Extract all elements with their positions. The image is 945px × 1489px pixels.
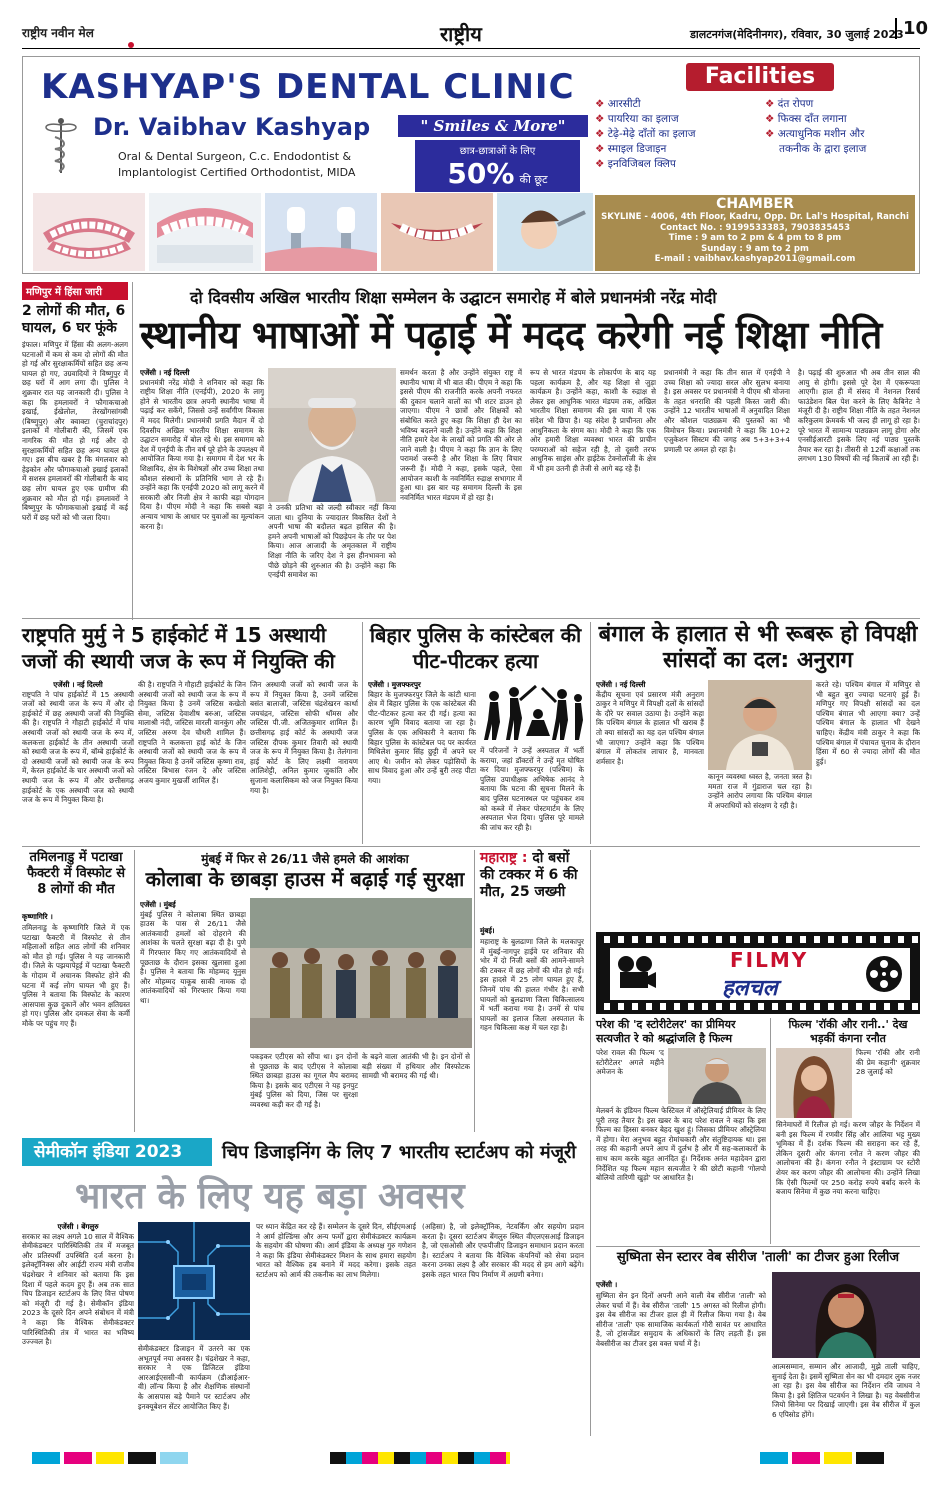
chamber-box [595,195,915,271]
anurag-thakur-photo [708,680,812,770]
semicon-dateline: एजेंसी । बेंगलुरु [57,1222,99,1231]
facility-item: ❖ इनविजिबल क्लिप [595,157,676,171]
column-rule [362,622,363,844]
ad-credentials-line-2: Implantologist Certified Orthodontist, MIDA [118,166,356,179]
ad-tagline: " Smiles & More" [398,115,588,137]
bihar-dateline: एजेंसी । मुजफ्फरपुर [368,680,421,689]
mumbai-kicker: मुंबई में फिर से 26/11 जैसे हमले की आशंका [201,852,409,866]
bengal-col-1-text: केंद्रीय सूचना एवं प्रसारण मंत्री अनुराग ठाकुर ने मणिपुर में विपक्षी दलों के सांसदों के दौरे पर सवाल उठाया है। उन्होंने कहा कि पश्चिम बंगाल के हालात भी खराब हैं तो क्या सांसदों का यह दल पश्चिम बंगाल भी जाएगा? उन्होंने कहा कि पश्चिम बंगाल में लोकतंत्र लाचार है, मानवता शर्मसार है। [596,689,704,766]
facility-item: ❖ अत्याधुनिक मशीन और [765,127,864,141]
facilities-list [595,97,915,187]
filmy-title: FILMY [730,948,809,972]
sushmita-col-2-text: आत्मसम्मान, सम्मान और आजादी, मुझे ताली चाहिए, सुनाई देता है। इसमें सुष्मिता सेन का भी दमदार लुक नजर आ रहा है। इस वेब सीरीज का निर्देशन रवि जाधव ने किया है। इसे क्षितिज पटवर्धन ने लिखा है। यह वेबसीरीज जियो सिनेमा पर दिखाई जाएगी। इस वेब सीरीज में कुल 6 एपिसोड होंगे। [772,1362,920,1419]
section-rule [596,1246,920,1247]
teeth-model-photo [149,193,261,271]
maharashtra-heading [480,850,584,901]
bengal-col-1 [596,680,704,842]
maharashtra-story [480,918,584,1137]
caduceus-icon [37,115,85,175]
filmy-halchal-banner [596,932,920,1014]
dentures-photo [33,193,145,271]
president-headline: राष्ट्रपति मुर्मु ने 5 हाईकोर्ट में 15 अस्थायी जजों की स्थायी जज के रूप में नियुक्ति की [22,623,335,673]
bengal-headline: बंगाल के हालात से भी रूबरू हो विपक्षी सांसदों का दल: अनुराग [598,622,918,673]
sushmita-dateline: एजेंसी । [596,1280,618,1289]
semicon-col-1 [22,1222,134,1442]
maharashtra-dateline: मुंबई। [480,926,495,935]
facility-item: ❖ आरसीटी [595,97,641,111]
chamber-contact: Contact No. : 9199533383, 7903835453 [660,222,850,233]
sushmita-headline: सुष्मिता सेन स्टारर वेब सीरीज 'ताली' का टीजर हुआ रिलीज [616,1250,900,1265]
mumbai-col-1-text: मुंबई पुलिस ने कोलाबा स्थित छाबड़ा हाउस के पास से 26/11 जैसे आतंकवादी हमलों को दोहराने की आशंका के चलते सुरक्षा बढ़ा दी है। पुणे में गिरफ्तार किए गए आतंकवादियों से पूछताछ के दौरान इसका खुलासा हुआ है। पुलिस ने बताया कि मोहम्मद यूनुस और मोहम्मद याकूब साकी नामक दो आतंकवादियों को गिरफ्तार किया गया था। [140,909,246,1005]
film2-body: सिनेमाघरों में रिलीज हो गई। करण जौहर के निर्देशन में बनी इस फिल्म में रणवीर सिंह और आलिया भट्ट मुख्य भूमिका में हैं। दर्शक फिल्म की सराहना कर रहे हैं, लेकिन दूसरी ओर कंगना रनौत ने करण जौहर की आलोचना की है। कंगना रनौत ने इंस्टाग्राम पर स्टोरी शेयर कर करण जौहर की आलोचना की। उन्होंने लिखा कि ऐसी फिल्मों पर 250 करोड़ रुपये बर्बाद करने के बजाय सिनेमा में कुछ नया करना चाहिए। [776,1120,920,1197]
bihar-headline: बिहार पुलिस के कांस्टेबल की पीट-पीटकर हत्या [369,623,582,673]
facility-item: ❖ फिक्स दाँत लगाना [765,112,847,126]
ad-title: KASHYAP'S DENTAL CLINIC [41,67,575,107]
lead-col-2-text: ने उनकी प्रतिभा को जल्दी स्वीकार नहीं किया जाता था। दुनिया के ज्यादातर विकसित देशों ने अपनी भाषा की बदौलत बढ़त हासिल की है। हमने अपनी भाषाओं को पिछड़ेपन के तौर पर पेश किया। आज आजादी के अमृतकाल में राष्ट्रीय शिक्षा नीति के जरिए देश ने इस हीनभावना को पीछे छोड़ने की शुरुआत की है। उन्होंने कहा कि एनईपी समावेश का [268,503,396,580]
modi-photo [268,368,396,502]
column-rule [590,1140,591,1436]
dental-clinic-ad [22,56,920,274]
tamilnadu-story [22,904,130,1145]
semicon-tag: सेमीकॉन इंडिया 2023 [22,1138,212,1166]
lead-kicker: दो दिवसीय अखिल भारतीय शिक्षा सम्मेलन के उद्घाटन समारोह में बोले प्रधानमंत्री नरेंद्र मोदी [190,288,717,307]
lead-col-3-text: समर्थन करता है और उन्होंने संयुक्त राष्ट्र में स्थानीय भाषा में भी बात की। पीएम ने कहा कि इससे पीएम की राजनीति करके अपनी नफरत की दुकान चलाने वालों का भी शटर डाउन हो जाएगा। पीएम ने छात्रों और शिक्षकों को संबोधित करते हुए कहा कि शिक्षा ही देश का भविष्य बदलने वाली है। उन्होंने कहा कि शिक्षा नीति हमारे देश के लाखों को प्रगति की ओर ले जाने वाली है। पीएम ने कहा कि ज्ञान के लिए परामर्श जरूरी है और शिक्षा के लिए विचार जरूरी हैं। मोदी ने कहा, इसके पहले, ऐसा आयोजन काशी के नवनिर्मित रुद्राक्ष सभागार में हुआ था। इस बार यह समागम दिल्ली के इस नवनिर्मित भारत मंडपम में हो रहा है। [400,368,522,502]
lead-dateline: एजेंसी । नई दिल्ली [140,368,190,377]
film2-headline: फिल्म 'रॉकी और रानी..' देख भड़कीं कंगना रनौत [788,1018,908,1045]
film-reel-icon [862,952,906,996]
paresh-rawal-photo [668,1048,766,1104]
doctor-name: Dr. Vaibhav Kashyap [93,113,371,141]
maharashtra-body: महाराष्ट्र के बुलढाणा जिले के मलकापुर में मुंबई-नागपुर हाईवे पर शनिवार की भोर में दो निजी बसों की आमने-सामने की टक्कर में छह लोगों की मौत हो गई। इस हादसे में 25 लोग घायल हुए हैं, जिनमें पांच की हालत गंभीर है। सभी घायलों को बुलढाणा जिला चिकित्सालय में भर्ती कराया गया है। उनमें से पांच घायलों का इलाज जिला अस्पताल के गहन चिकित्सा कक्ष में चल रहा है। [480,937,584,1033]
facility-item: ❖ टेढ़े-मेढ़े दाँतों का इलाज [595,127,696,141]
president-col-1 [22,680,134,842]
mumbai-headline: कोलाबा के छाबड़ा हाउस में बढ़ाई गई सुरक्षा [145,867,465,891]
manipur-body: इंफाल। मणिपुर में हिंसा की अलग-अलग घटनाओं में कम से कम दो लोगों की मौत हो गई और सुरक्षाकर्मियों सहित छह अन्य घायल हो गए, उग्रवादियों ने विष्णुपुर में छह घरों में आग लगा दी। पुलिस ने शुक्रवार रात यह जानकारी दी। पुलिस ने कहा कि हमलावरों ने फौगाकचाओ इखाई, ईखेलोल, तेरखोंगसांगबी (बिष्णुपुर) और क्वाक्टा (चुराचांदपुर) इलाकों में गोलीबारी की, जिसमें एक नागरिक की मौत हो गई और दो सुरक्षाकर्मियों सहित छह अन्य घायल हो गए। इस बीच खबर है कि मंगलवार को हेइकोन और फौगाकचाओ इखाई इलाकों में सशस्त्र हमलावरों की गोलीबारी के बाद छह लोग घायल हुए एक ग्रामीण की शुक्रवार को मौत हो गई। हमलावरों ने बिष्णुपुर के फौगाकचाओ इखाई में कई घरों में छह घरों को भी जला दिया। [22,340,128,522]
filmy-panel [610,948,910,1000]
bihar-col-1-text: बिहार के मुजफ्फरपुर जिले के कांटी थाना क्षेत्र में बिहार पुलिस के एक कांस्टेबल की पीट-पीटकर हत्या कर दी गई। हत्या का कारण भूमि विवाद बताया जा रहा है। पुलिस के एक अधिकारी ने बताया कि बिहार पुलिस के कांस्टेबल पद पर कार्यरत मिथिलेश कुमार सिंह छुट्टी में अपने घर आए थे। जमीन को लेकर पड़ोसियों के साथ विवाद हुआ और उन्हें बुरी तरह पीटा गया। [368,689,476,785]
lead-col-1-text: प्रधानमंत्री नरेंद्र मोदी ने शनिवार को कहा कि राष्ट्रीय शिक्षा नीति (एनईपी), 2020 के लागू होने से भारतीय छात्र अपनी स्थानीय भाषा में पढ़ाई कर सकेंगे, जिससे उन्हें सर्वांगीण विकास में मदद मिलेगी। प्रधानमंत्री प्रगति मैदान में दो दिवसीय अखिल भारतीय शिक्षा समागम के उद्घाटन समारोह में बोल रहे थे। इस समागम को देश में एनईपी के तीन वर्ष पूरे होने के उपलक्ष्य में आयोजित किया गया है। समागम में देश भर के शिक्षाविद, क्षेत्र के विशेषज्ञों और उच्च शिक्षा तथा कौशल संस्थानों के प्रतिनिधि भाग ले रहे हैं। उन्होंने कहा कि एनईपी 2020 को लागू करने में सरकारी और निजी क्षेत्र ने काफी बड़ा योगदान दिया है। पीएम मोदी ने कहा कि सबसे बड़ा अन्याय भाषा के आधार पर युवाओं का मूल्यांकन करना है। [140,377,264,531]
color-swatch-row [330,1452,510,1464]
chamber-email: E-mail : vaibhav.kashyap2011@gmail.com [654,254,856,264]
offer-suffix: की छूट [519,173,548,186]
lead-col-5-text: प्रधानमंत्री ने कहा कि तीन साल में एनईपी ने उच्च शिक्षा को ज्यादा सरल और सुलभ बनाया है। इस अवसर पर प्रधानमंत्री ने पीएम श्री योजना के तहत धनराशि की पहली किस्त जारी की। उन्होंने 12 भारतीय भाषाओं में अनुवादित शिक्षा और कौशल पाठ्यक्रम की पुस्तकों का भी विमोचन किया। प्रधानमंत्री ने कहा कि 10+2 एजुकेशन सिस्टम की जगह अब 5+3+3+4 प्रणाली पर अमल हो रहा है। [664,368,790,454]
facility-item: ❖ स्माइल डिजाइन [595,142,666,156]
bengal-dateline: एजेंसी । नई दिल्ली [596,680,646,689]
offer-label: छात्र-छात्राओं के लिए [459,146,536,157]
mumbai-col-2-text: पकड़कर एटीएस को सौंपा था। इन दोनों से पूछताछ के बाद एटीएस ने कोलाबा स्थित छाबड़ा हाउस का गूगल मैप बरामद किया है। इसके बाद एटीएस ने यह इनपुट मुंबई पुलिस को दिया, जिस पर सुरक्षा व्यवस्था कड़ी कर दी गई है। [250,1052,358,1109]
president-col-3-text: जिन अस्थायी जजों को स्थायी जज के रूप में नियुक्त किया है, उनमें जस्टिस बसंत बालाजी, जस्टिस चंद्रशेखरन कार्था जयचंद्रन, जस्टिस सोफी थॉमस और जस्टिस पी.जी. अजितकुमार शामिल हैं। छत्तीसगढ़ हाई कोर्ट के अस्थायी जज जस्टिस दीपक कुमार तिवारी को स्थायी जज के रूप में नियुक्त किया है। तेलंगाना हाई कोर्ट के लिए लक्ष्मी नारायण आलिशेट्टी, अनिल कुमार जुकांति और सुजाना कलासिकम को जज नियुक्त किया गया है। [250,680,358,795]
facilities-title: Facilities [686,63,834,91]
manipur-story [22,282,128,620]
lead-col-4-text: रूप से भारत मंडपम के लोकार्पण के बाद यह पहला कार्यक्रम है, और यह शिक्षा से जुड़ा कार्यक्रम है। उन्होंने कहा, काशी के रुद्राक्ष से लेकर इस आधुनिक भारत मंडपम तक, अखिल भारतीय शिक्षा समागम की इस यात्रा में एक संदेश भी छिपा है। यह संदेश है प्राचीनता और आधुनिकता के संगम का। मोदी ने कहा कि एक ओर हमारी शिक्षा व्यवस्था भारत की प्राचीन परम्पराओं को सहेज रही है, तो दूसरी तरफ आधुनिक साइंस और हाईटेक टेक्नोलॉजी के क्षेत्र में भी हम उतनी ही तेजी से आगे बढ़ रहे हैं। [530,368,656,473]
semicon-col-5-text: (अहिसा) है, जो इलेक्ट्रॉनिक, नेटवर्किंग और सहयोग प्रदान करता है। दूसरा स्टार्टअप बेंगलुरु स्थित वीएलएसआई डिजाइन है, जो एसओसी और एफपीजीए डिजाइन समाधान प्रदान करता है। स्टार्टअप ने बताया कि वैश्विक कंपनियों को सेवा प्रदान करना उनका लक्ष्य है और सरकार की मदद से हम आगे बढ़ेंगे। इसके तहत भारत चिप निर्माण में अग्रणी बनेगा। [422,1222,584,1279]
color-swatch [160,1452,188,1464]
chamber-title: CHAMBER [716,196,794,212]
maharashtra-headline: दो बसों की टक्कर में 6 की मौत, 25 जख्मी [480,850,578,900]
color-swatch [760,1452,788,1464]
ad-credentials-line-1: Oral & Dental Surgeon, C.c. Endodontist & [118,150,352,163]
semicon-col-3-text: सेमीकंडक्टर डिजाइन में उतरने का एक अभूतपूर्व नया अवसर है। चंद्रशेखर ने कहा, सरकार ने एक डिजिटल इंडिया आरआईएससी-वी कार्यक्रम (डीआईआर-वी) लॉन्च किया है और शैक्षणिक संस्थानों के आसपास बड़े पैमाने पर स्टार्टअप और इनक्यूबेशन सेंटर आयोजित किए हैं। [138,1344,250,1411]
kangana-ranaut-photo [776,1048,852,1118]
mumbai-col-3-text: के बढ़ने वाला आतंकी भी है। इन दोनों से बड़ी संख्या में हथियार और विस्फोटक सामग्री भी बरामद की गई थी। [362,1052,470,1081]
president-col-2-text: की है। राष्ट्रपति ने गौहाटी हाईकोर्ट के जिन अस्थायी जजों को स्थायी जज के रूप में नियुक्त किया है उनमें जस्टिस कखेतो सेमा, जस्टिस देवाशीष बरुआ, जस्टिस मालाश्री नंदी, जस्टिस मारली वानकुंग और जस्टिस अरुण देव चौधरी शामिल हैं। राष्ट्रपति ने कलकत्ता हाई कोर्ट के जिन अस्थायी जजों को स्थायी जज के रूप में नियुक्त किया है उनमें जस्टिस कृष्णा राव, जस्टिस बिभास रंजन दे और जस्टिस अजय कुमार मुखर्जी शामिल हैं। [138,680,246,785]
dental-checkup-photo [497,193,593,271]
color-swatch [856,1452,884,1464]
president-col-1-text: राष्ट्रपति ने पांच हाईकोर्ट में 15 अस्थायी जजों को स्थायी जज के रूप में और दो हाईकोर्ट में छह अस्थायी जजों की नियुक्ति की है। राष्ट्रपति ने गौहाटी हाईकोर्ट में पांच अस्थायी जजों को स्थायी जज के रूप में, कलकत्ता हाईकोर्ट के तीन अस्थायी जजों को स्थायी जज के रूप में, बॉम्बे हाईकोर्ट के दो अस्थायी जजों को स्थायी जज के रूप में, केरल हाईकोर्ट के चार अस्थायी जजों को स्थायी जज के रूप में और छत्तीसगढ़ हाईकोर्ट के एक अस्थायी जज को स्थायी जज के रूप में नियुक्त किया है। [22,689,134,805]
column-rule [590,850,591,1132]
film2-lead-caption: फिल्म 'रॉकी और रानी की प्रेम कहानी' शुक्रवार 28 जुलाई को [856,1048,920,1077]
tamilnadu-body: तमिलनाडु के कृष्णागिरि जिले में एक पटाखा फैक्टरी में विस्फोट से तीन महिलाओं सहित आठ लोगों की शनिवार को मौत हो गई। पुलिस ने यह जानकारी दी। जिले के पझयापेट्टई में पटाखा फैक्टरी के गोदाम में अचानक विस्फोट होने की घटना में कई लोग घायल भी हुए हैं। पुलिस ने बताया कि विस्फोट के कारण आसपास कुछ दुकानें और भवन क्षतिग्रस्त हो गए। पुलिस और दमकल सेवा के कर्मी मौके पर पहुंच गए हैं। [22,923,130,1028]
header-rule [22,48,920,49]
film-camera-icon [614,952,658,996]
sushmita-col-1 [596,1272,766,1451]
column-rule [590,622,591,844]
circuit-chip-illustration [138,1222,250,1340]
film1-lead-caption: परेश रावल की फिल्म 'द स्टोरीटेलर' अगले महीने अमेजन के [596,1048,664,1077]
facility-item-continued: तकनीक के द्वारा इलाज [779,143,867,155]
film-strip-top [596,936,920,943]
color-swatch [128,1452,156,1464]
lead-headline: स्थानीय भाषाओं में पढ़ाई में मदद करेगी नई शिक्षा नीति [140,313,882,357]
manipur-tag: मणिपुर में हिंसा जारी [22,282,128,300]
film1-headline: परेश की 'द स्टोरीटेलर' का प्रीमियर सत्यजीत रे को श्रद्धांजलि है फिल्म [596,1018,736,1045]
color-swatch [64,1452,92,1464]
police-security-photo [250,898,472,1048]
tamilnadu-headline: तमिलनाडु में पटाखा फैक्टरी में विस्फोट से 8 लोगों की मौत [26,850,126,897]
student-offer-badge [415,140,580,192]
facility-item: ❖ दंत रोपण [765,97,813,111]
semicon-bar [22,1138,582,1166]
president-dateline: एजेंसी । नई दिल्ली [53,680,103,689]
film1-body: मेलबर्न के इंडियन फिल्म फेस्टिवल में ऑस्ट्रेलियाई प्रीमियर के लिए पूरी तरह तैयार है। इस खबर के बाद परेश रावल ने कहा कि इस फिल्म का हिस्सा बनकर बेहद खुश हूं। जिसका प्रीमियर ऑस्ट्रेलिया में होगा। मेरा अनुभव बहुत रोमांचकारी और संतुष्टिदायक था। इस तरह की कहानी अपने आप में दुर्लभ है और मैं सह-कलाकारों के साथ काम करके बहुत आनंदित हूं। निर्देशक अनंत महादेवन द्वारा निर्देशित यह फिल्म महान सत्यजीत रे की छोटी कहानी 'गोलपो बोलियो तारिणी खुड़ो' पर आधारित है। [596,1106,766,1183]
sushmita-col-1-text: सुष्मिता सेन इन दिनों अपनी आने वाली वेब सीरीज 'ताली' को लेकर चर्चा में हैं। वेब सीरीज 'ताली' 15 अगस्त को रिलीज होगी। इस वेब सीरीज का टीजर हाल ही में रिलीज किया गया है। वेब सीरीज 'ताली' एक सामाजिक कार्यकर्ता गौरी सावंत पर आधारित है, जो ट्रांसजेंडर समुदाय के अधिकारों के लिए लड़ती हैं। इस वेबसीरीज का टीजर इस वक्त चर्चा में है। [596,1291,766,1348]
column-rule [770,1018,771,1244]
smile-photo [381,193,493,271]
filmy-subtitle: हलचल [722,976,778,1001]
color-swatch [96,1452,124,1464]
color-swatch [824,1452,852,1464]
offer-percent: 50% [447,157,515,190]
section-rule [22,846,920,847]
page-number: 10 [895,18,928,39]
lead-col-6-text: है। पढ़ाई की शुरुआत भी अब तीन साल की आयु से होगी। इससे पूरे देश में एकरूपता आएगी। हाल ही में संसद में नेशनल रिसर्च फाउंडेशन बिल पेश करने के लिए कैबिनेट ने मंजूरी दी है। राष्ट्रीय शिक्षा नीति के तहत नेशनल करिकुलम फ्रेमवर्क भी जल्द ही लागू हो रहा है। पूरे भारत में सामान्य पाठ्यक्रम लागू होगा और एनसीईआरटी इसके लिए नई पाठ्य पुस्तकें तैयार कर रहा है। तीसरी से 12वीं कक्षाओं तक लगभग 130 विषयों की नई किताबें आ रही हैं। [798,368,920,464]
color-swatch [792,1452,820,1464]
lead-col-1 [140,368,264,618]
color-swatch [32,1452,60,1464]
column-rule [132,282,133,620]
film-strip-bottom [596,1003,920,1010]
dateline: डालटनगंज(मेदिनीनगर), रविवार, 30 जुलाई 2023 [690,28,904,41]
bihar-col-2-text: में परिजनों ने उन्हें अस्पताल में भर्ती कराया, जहां डॉक्टरों ने उन्हें मृत घोषित कर दिया। मुजफ्फरपुर (पश्चिम) के पुलिस उपाधीक्षक अभिषेक आनंद ने बताया कि घटना की सूचना मिलने के बाद पुलिस घटनास्थल पर पहुंचकर शव को कब्जे में लेकर पोस्टमार्टम के लिए अस्पताल भेज दिया। पुलिस पूरे मामले की जांच कर रही है। [480,746,584,832]
facility-item: ❖ पायरिया का इलाज [595,112,679,126]
assault-illustration [480,680,584,742]
sushmita-sen-photo [772,1272,920,1358]
bihar-col-1 [368,680,476,842]
maharashtra-tag: महाराष्ट्र : [480,850,528,866]
manipur-headline: 2 लोगों की मौत, 6 घायल, 6 घर फूंके [22,303,126,336]
implant-photo [265,193,377,271]
semicon-col-4-text: पर ध्यान केंद्रित कर रहे हैं। सम्मेलन के दूसरे दिन, सीईएमआई ने आर्म होल्डिंग्स और अन्य फर्मों द्वारा सेमीकंडक्टर कार्यक्रम के सहयोग की घोषणा की। आर्म इंडिया के अध्यक्ष गुरु गणेशन ने कहा कि इंडिया सेमीकंडक्टर मिशन के साथ हमारा सहयोग भारत को वैश्विक हब बनाने में मदद करेगा। इसके तहत स्टार्टअप को आर्म की तकनीक का लाभ मिलेगा। [256,1222,416,1279]
bengal-col-3-text: करते रहे। पश्चिम बंगाल में मणिपुर से भी बहुत बुरा ज्यादा घटनाएं हुई हैं। मणिपुर गए विपक्षी सांसदों का दल पश्चिम बंगाल भी आएगा क्या? उन्हें पश्चिम बंगाल के हालात भी देखने चाहिए। केंद्रीय मंत्री ठाकुर ने कहा कि पश्चिम बंगाल में पंचायत चुनाव के दौरान हिंसा में 60 से ज्यादा लोगों की मौत हुई। [816,680,920,766]
chamber-sunday: Sunday : 9 am to 2 pm [701,243,809,254]
semicon-headline: भारत के लिए यह बड़ा अवसर [75,1176,465,1217]
mumbai-col-1 [140,900,246,1128]
mumbai-dateline: एजेंसी । मुंबई [140,900,176,909]
masthead-logo: राष्ट्रीय नवीन मेल [22,26,94,40]
semicon-subhead: चिप डिजाइनिंग के लिए 7 भारतीय स्टार्टअप को मंजूरी [222,1142,577,1163]
column-rule [134,850,135,1132]
section-rule [22,618,920,619]
bengal-col-2-text: कानून व्यवस्था ध्वस्त है, जनता त्रस्त है। ममता राज में गुंडाराज चल रहा है। उन्होंने आरोप लगाया कि पश्चिम बंगाल में अपराधियों को संरक्षण दे रही है। [708,772,812,810]
column-rule [474,850,475,1132]
section-title: राष्ट्रीय [440,22,482,46]
chamber-address: SKYLINE - 4006, 4th Floor, Kadru, Opp. Dr. Lal's Hospital, Ranchi [601,212,909,222]
chamber-time: Time : 9 am to 2 pm & 4 pm to 8 pm [668,233,842,243]
tamilnadu-dateline: कृष्णागिरि । [22,912,53,921]
color-registration-bar [20,1452,925,1468]
semicon-col-1-text: सरकार का लक्ष्य अगले 10 साल में वैश्विक सेमीकंडक्टर पारिस्थितिकी तंत्र में मजबूत और प्रतिस्पर्धी उपस्थिति दर्ज करना है। इलेक्ट्रॉनिक्स और आईटी राज्य मंत्री राजीव चंद्रशेखर ने शनिवार को बताया कि इस दिशा में पहले कदम हुए हैं। अब तक सात चिप डिजाइन स्टार्टअप के लिए वित्त पोषण को मंजूरी दी गई है। सेमीकॉन इंडिया 2023 के दूसरे दिन अपने संबोधन में मंत्री ने कहा कि वैश्विक सेमीकंडक्टर पारिस्थितिकी तंत्र में भारत का भविष्य उज्ज्वल है। [22,1231,134,1347]
